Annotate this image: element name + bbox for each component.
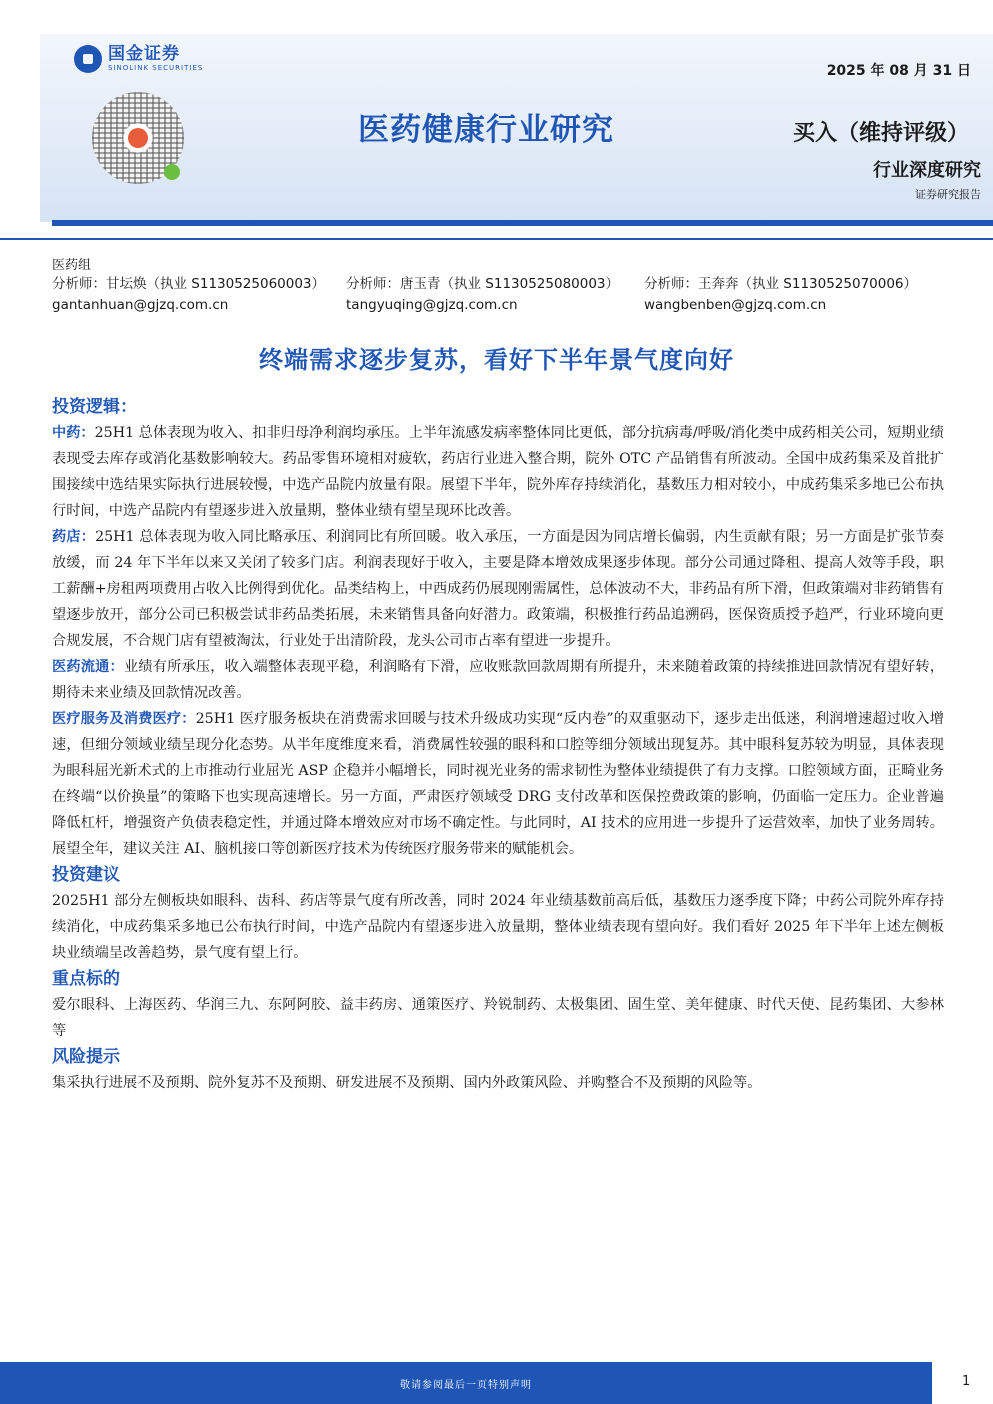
footer-notice: 敬请参阅最后一页特别声明 — [400, 1380, 532, 1391]
lead-distribution: 医药流通： — [52, 659, 124, 675]
lead-pharmacy: 药店： — [52, 529, 96, 545]
analyst-email[interactable]: wangbenben@gjzq.com.cn — [644, 297, 827, 313]
paragraph-tcm — [52, 420, 944, 524]
paragraph-risk: 集采执行进展不及预期、院外复苏不及预期、研发进展不及预期、国内外政策风险、并购整合不及预期的风险等。 — [52, 1075, 762, 1091]
qr-center-logo-icon — [128, 128, 148, 148]
section-title-advice: 投资建议 — [52, 865, 120, 885]
company-logo — [74, 44, 203, 73]
report-body — [52, 394, 944, 1096]
analyst-line: 分析师：王奔奔（执业 S1130525070006） — [644, 276, 918, 292]
report-title: 医药健康行业研究 — [358, 112, 614, 148]
logo-name-en: SINOLINK SECURITIES — [108, 64, 204, 72]
section-title-logic: 投资逻辑： — [52, 397, 137, 417]
analyst-2 — [346, 274, 619, 315]
headline: 终端需求逐步复苏，看好下半年景气度向好 — [259, 346, 734, 374]
section-title-risk: 风险提示 — [52, 1047, 120, 1067]
paragraph-pharmacy — [52, 524, 944, 654]
report-type: 行业深度研究 — [873, 160, 981, 181]
analyst-line: 分析师：唐玉青（执业 S1130525080003） — [346, 276, 620, 292]
paragraph-distribution — [52, 654, 944, 706]
report-date: 2025 年 08 月 31 日 — [826, 63, 971, 79]
text-distribution: 业绩有所承压，收入端整体表现平稳，利润略有下滑，应收账款回款周期有所提升，未来随着政策的持续推进回款情况有望好转，期待未来业绩及回款情况改善。 — [52, 659, 944, 701]
analyst-email[interactable]: gantanhuan@gjzq.com.cn — [52, 297, 229, 313]
header-divider — [0, 238, 993, 240]
text-pharmacy: 25H1 总体表现为收入同比略承压、利润同比有所回暖。收入承压，一方面是因为同店增长偏弱，内生贡献有限；另一方面是扩张节奏放缓，而 24 年下半年以来又关闭了较多门店。利润表现好于收入，主要是降本增效成果逐步体现。部分公司通过降租、提高人效等手段，职工薪酬+房租两项费用占收入比例得到优化。品类结构上，中西成药仍展现刚需属性，总体波动不大，非药品有所下滑，但政策端对非药销售有望逐步放开，部分公司已积极尝试非药品类拓展，未来销售具备向好潜力。政策端，积极推行药品追溯码，医保资质授予趋严，行业环境向更合规发展，不合规门店有望被淘汰，行业处于出清阶段，龙头公司市占率有望进一步提升。 — [52, 529, 944, 649]
analyst-group: 医药组 — [52, 258, 92, 273]
lead-tcm: 中药： — [52, 425, 95, 441]
paragraph-targets: 爱尔眼科、上海医药、华润三九、东阿阿胶、益丰药房、通策医疗、羚锐制药、太极集团、固生堂、美年健康、时代天使、昆药集团、大参林等 — [52, 997, 944, 1039]
text-tcm: 25H1 总体表现为收入、扣非归母净利润均承压。上半年流感发病率整体同比更低，部分抗病毒/呼吸/消化类中成药相关公司，短期业绩表现受去库存或消化基数影响较大。药品零售环境相对疲软，药店行业进入整合期，院外 OTC 产品销售有所波动。全国中成药集采及首批扩围接续中选结果实际执行进展较慢，中选产品院内放量有限。展望下半年，院外库存持续消化，基数压力相对较小，中成药集采多地已公布执行时间，中选产品院内有望逐步进入放量期，整体业绩有望呈现环比改善。 — [52, 425, 944, 519]
text-service: 25H1 医疗服务板块在消费需求回暖与技术升级成功实现“反内卷”的双重驱动下，逐步走出低迷，利润增速超过收入增速，但细分领域业绩呈现分化态势。从半年度维度来看，消费属性较强的眼科和口腔等细分领域出现复苏。其中眼科复苏较为明显，具体表现为眼科屈光新术式的上市推动行业屈光 ASP 企稳并小幅增长，同时视光业务的需求韧性为整体业绩提供了有力支撑。口腔领域方面，正畸业务在终端“以价换量”的策略下也实现高速增长。另一方面，严肃医疗领域受 DRG 支付改革和医保控费政策的影响，仍面临一定压力。企业普遍降低杠杆，增强资产负债表稳定性，并通过降本增效应对市场不确定性。与此同时，AI 技术的应用进一步提升了运营效率，加快了业务周转。展望全年，建议关注 AI、脑机接口等创新医疗技术为传统医疗服务带来的赋能机会。 — [52, 711, 944, 857]
analyst-1 — [52, 274, 325, 315]
section-title-targets: 重点标的 — [52, 969, 120, 989]
analyst-line: 分析师：甘坛焕（执业 S1130525060003） — [52, 276, 326, 292]
qr-badge-icon — [164, 164, 180, 180]
header-accent-bar — [52, 220, 993, 226]
logo-name-cn: 国金证券 — [108, 44, 180, 64]
rating: 买入（维持评级） — [792, 121, 969, 146]
analyst-email[interactable]: tangyuqing@gjzq.com.cn — [346, 297, 518, 313]
paragraph-service — [52, 706, 944, 862]
lead-service: 医疗服务及消费医疗： — [52, 711, 196, 727]
analyst-3 — [644, 274, 917, 315]
page-number: 1 — [962, 1374, 971, 1389]
paragraph-advice: 2025H1 部分左侧板块如眼科、齿科、药店等景气度有所改善，同时 2024 年业绩基数前高后低，基数压力逐季度下降；中药公司院外库存持续消化，中成药集采多地已公布执行时间，中选产品院内有望逐步进入放量期，整体业绩表现有望向好。我们看好 2025 年下半年上述左侧板块业绩端呈改善趋势，景气度有望上行。 — [52, 893, 944, 961]
report-kind: 证券研究报告 — [915, 188, 981, 201]
logo-mark-icon — [74, 45, 102, 73]
